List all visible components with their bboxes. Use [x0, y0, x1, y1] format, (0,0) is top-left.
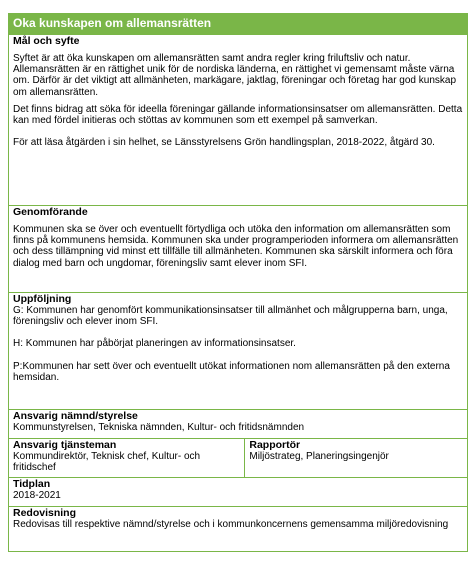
section-ansvarig-namnd — [9, 410, 468, 439]
section-text: Syftet är att öka kunskapen om allemansrätten samt andra regler kring friluftsliv och natur. Allemansrätten är en rättighet unik för de nordiska länderna, en rättighet vi gemensamt måste värna om. Därför är det viktigt att allmänheten, markägare, jaktlag, föreningar och företag har god kunskap om allemansrätten. — [13, 53, 457, 98]
section-heading: Ansvarig nämnd/styrelse — [13, 410, 138, 422]
section-genomforande — [9, 206, 468, 293]
followup-g: G: Kommunen har genomfört kommunikationsinsatser till allmänhet och målgrupperna barn, unga, föreningsliv och elever inom SFI. — [13, 305, 448, 328]
followup-p: P:Kommunen har sett över och eventuellt utökat informationen nom allemansrätten på den externa hemsidan. — [13, 360, 450, 383]
section-text: Det finns bidrag att söka för ideella föreningar gällande informationsinsatser om allemansrätten. Detta kan med fördel initieras och stöttas av kommunen som ett exempel på samverkan. — [13, 103, 463, 127]
section-heading: Mål och syfte — [13, 35, 80, 47]
section-text: Miljöstrateg, Planeringsingenjör — [249, 451, 389, 462]
section-heading: Uppföljning — [13, 293, 72, 305]
section-text: 2018-2021 — [13, 490, 61, 501]
action-document — [8, 13, 468, 552]
section-text: För att läsa åtgärden i sin helhet, se Länsstyrelsens Grön handlingsplan, 2018-2022, åtgärd 30. — [13, 137, 435, 149]
document-title: Oka kunskapen om allemansrätten — [8, 13, 468, 34]
followup-h: H: Kommunen har påbörjat planeringen av informationsinsatser. — [13, 338, 296, 350]
section-text: Redovisas till respektive nämnd/styrelse och i kommunkoncernens gemensamma miljöredovisning — [13, 519, 449, 530]
section-text: Kommundirektör, Teknisk chef, Kultur- och fritidschef — [13, 451, 201, 474]
section-redovisning — [9, 507, 468, 552]
section-rapportor — [245, 439, 468, 478]
section-heading: Tidplan — [13, 478, 51, 490]
section-mal — [9, 35, 468, 206]
section-uppfoljning — [9, 293, 468, 410]
section-heading: Redovisning — [13, 507, 77, 519]
section-heading: Rapportör — [249, 439, 301, 451]
section-text: Kommunstyrelsen, Tekniska nämnden, Kultur- och fritidsnämnden — [13, 422, 305, 433]
section-ansvarig-tjansteman — [9, 439, 245, 478]
section-heading: Genomförande — [13, 206, 88, 218]
action-table — [8, 34, 468, 552]
section-heading: Ansvarig tjänsteman — [13, 439, 117, 451]
section-text: Kommunen ska se över och eventuellt förtydliga och utöka den information om allemansrätten som finns på kommunens hemsida. Kommunen ska under programperioden informera om allemansrätten och dess tillämpning vid minst ett tillfälle till allmänheten. Kommunen ska särskilt informera och föra dialog med barn och ungdomar, föreningsliv samt elever inom SFI. — [13, 224, 459, 269]
section-tjansteman-rapportor — [9, 439, 468, 478]
section-tidplan — [9, 478, 468, 507]
